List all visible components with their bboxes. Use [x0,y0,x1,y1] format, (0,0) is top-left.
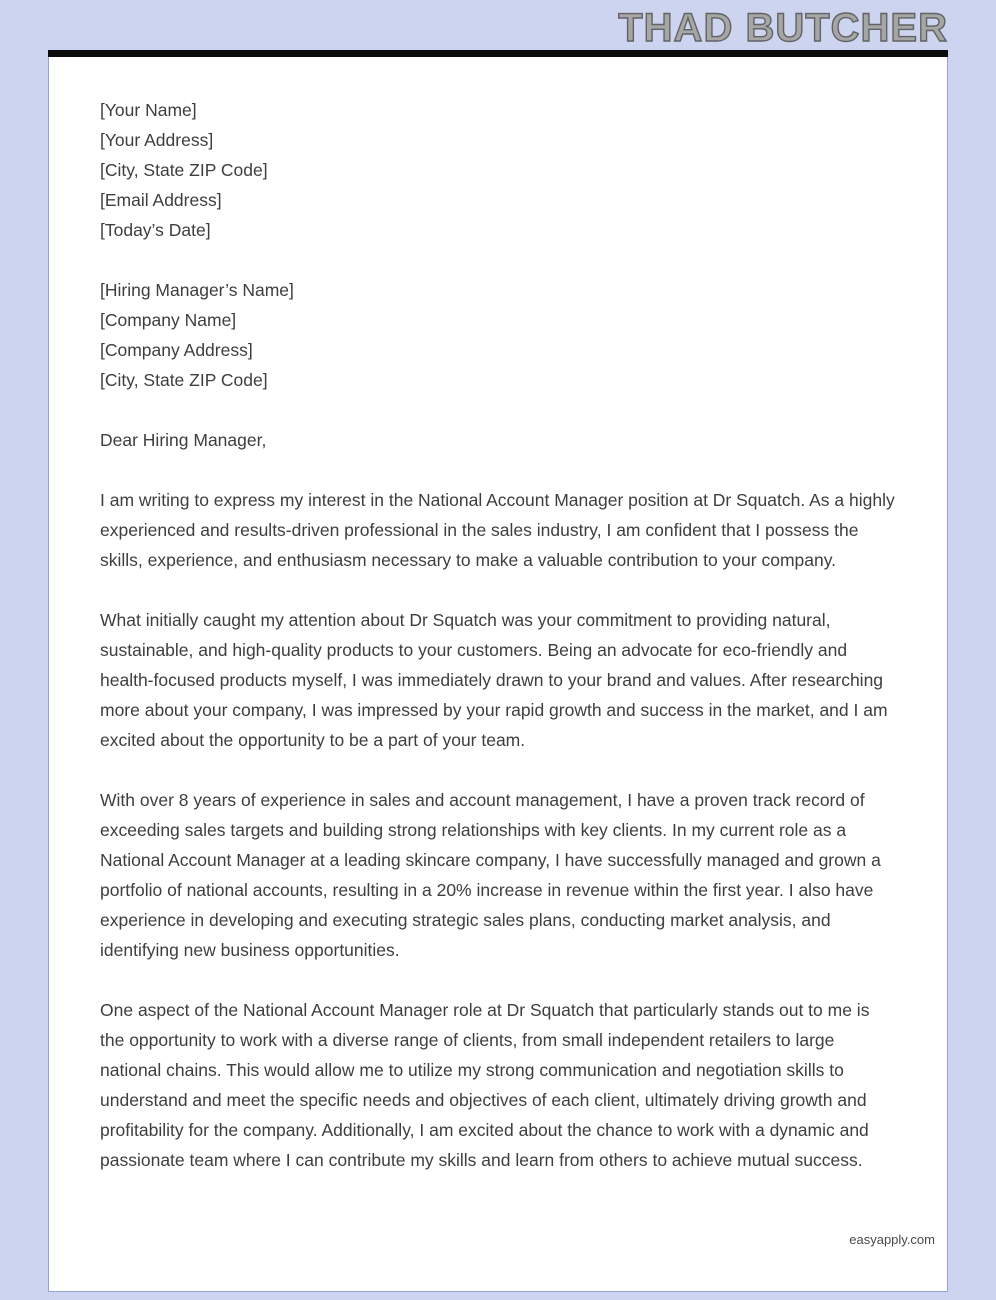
recipient-line: [Hiring Manager’s Name] [100,280,294,300]
recipient-line: [City, State ZIP Code] [100,370,268,390]
sender-line: [Today’s Date] [100,220,211,240]
header-rule [48,50,948,57]
sender-line: [Your Name] [100,100,197,120]
recipient-line: [Company Name] [100,310,237,330]
sender-line: [Your Address] [100,130,214,150]
body-paragraph: I am writing to express my interest in the National Account Manager position at Dr Squatch. As a highly experienced and results-driven professional in the sales industry, I am confident that I possess the skills, experience, and enthusiasm necessary to make a valuable contribution to your company. [100,490,895,570]
sender-line: [Email Address] [100,190,222,210]
letter-page [48,57,948,1292]
recipient-line: [Company Address] [100,340,253,360]
body-paragraph: One aspect of the National Account Manager role at Dr Squatch that particularly stands out to me is the opportunity to work with a diverse range of clients, from small independent retailers to large national chains. This would allow me to utilize my strong communication and negotiation skills to understand and meet the specific needs and objectives of each client, ultimately driving growth and profitability for the company. Additionally, I am excited about the chance to work with a dynamic and passionate team where I can contribute my skills and learn from others to achieve mutual success. [100,1000,870,1170]
body-paragraph: What initially caught my attention about Dr Squatch was your commitment to providing natural, sustainable, and high-quality products to your customers. Being an advocate for eco-friendly and health-focused products myself, I was immediately drawn to your brand and values. After researching more about your company, I was impressed by your rapid growth and success in the market, and I am excited about the opportunity to be a part of your team. [100,610,888,750]
sender-line: [City, State ZIP Code] [100,160,268,180]
salutation: Dear Hiring Manager, [100,430,267,450]
recipient-block [100,275,897,395]
sender-block [100,95,897,245]
watermark-text: easyapply.com [849,1232,935,1247]
brand-name: THAD BUTCHER [618,5,948,50]
body-paragraph: With over 8 years of experience in sales and account management, I have a proven track record of exceeding sales targets and building strong relationships with key clients. In my current role as a National Account Manager at a leading skincare company, I have successfully managed and grown a portfolio of national accounts, resulting in a 20% increase in revenue within the first year. I also have experience in developing and executing strategic sales plans, conducting market analysis, and identifying new business opportunities. [100,790,881,960]
